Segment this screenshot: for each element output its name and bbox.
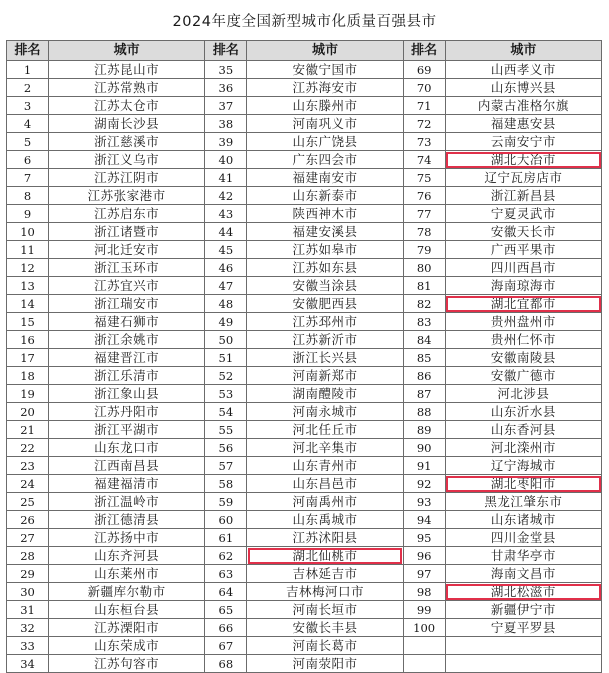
city-cell: 甘肃华亭市 — [445, 547, 601, 565]
rank-cell: 80 — [403, 259, 445, 277]
rank-cell: 66 — [205, 619, 247, 637]
rank-cell: 16 — [7, 331, 49, 349]
city-cell: 内蒙古准格尔旗 — [445, 97, 601, 115]
rank-cell: 76 — [403, 187, 445, 205]
rank-cell: 15 — [7, 313, 49, 331]
rank-cell: 12 — [7, 259, 49, 277]
rank-cell: 3 — [7, 97, 49, 115]
city-cell: 云南安宁市 — [445, 133, 601, 151]
city-cell: 辽宁海城市 — [445, 457, 601, 475]
city-cell: 江苏海安市 — [247, 79, 403, 97]
rank-cell: 75 — [403, 169, 445, 187]
rank-cell: 100 — [403, 619, 445, 637]
city-cell: 陕西神木市 — [247, 205, 403, 223]
rank-cell: 7 — [7, 169, 49, 187]
city-cell: 浙江乐清市 — [49, 367, 205, 385]
highlighted-city-cell: 湖北仙桃市 — [247, 547, 403, 565]
city-cell: 山东香河县 — [445, 421, 601, 439]
city-cell: 山东齐河县 — [49, 547, 205, 565]
rank-cell: 91 — [403, 457, 445, 475]
city-cell: 贵州仁怀市 — [445, 331, 601, 349]
rank-cell: 47 — [205, 277, 247, 295]
table-row — [7, 475, 602, 493]
rank-cell: 40 — [205, 151, 247, 169]
city-cell: 江苏丹阳市 — [49, 403, 205, 421]
table-row — [7, 79, 602, 97]
rank-cell: 81 — [403, 277, 445, 295]
rank-cell: 26 — [7, 511, 49, 529]
rank-cell: 48 — [205, 295, 247, 313]
table-row — [7, 583, 602, 601]
rank-cell: 53 — [205, 385, 247, 403]
rank-cell: 63 — [205, 565, 247, 583]
table-header-row — [7, 41, 602, 61]
city-cell: 浙江平湖市 — [49, 421, 205, 439]
city-cell: 河北涉县 — [445, 385, 601, 403]
city-cell: 湖南长沙县 — [49, 115, 205, 133]
city-cell: 安徽长丰县 — [247, 619, 403, 637]
rank-cell: 31 — [7, 601, 49, 619]
rank-cell: 43 — [205, 205, 247, 223]
rank-cell: 29 — [7, 565, 49, 583]
city-cell: 江苏太仓市 — [49, 97, 205, 115]
table-row — [7, 367, 602, 385]
rank-cell: 1 — [7, 61, 49, 79]
rank-cell: 35 — [205, 61, 247, 79]
city-cell: 浙江德清县 — [49, 511, 205, 529]
rank-cell: 46 — [205, 259, 247, 277]
table-row — [7, 547, 602, 565]
rank-cell: 60 — [205, 511, 247, 529]
city-cell: 安徽肥西县 — [247, 295, 403, 313]
rank-cell: 45 — [205, 241, 247, 259]
table-row — [7, 223, 602, 241]
city-cell: 江苏昆山市 — [49, 61, 205, 79]
city-cell: 江苏江阴市 — [49, 169, 205, 187]
rank-cell: 99 — [403, 601, 445, 619]
rank-cell: 17 — [7, 349, 49, 367]
table-row — [7, 61, 602, 79]
table-row — [7, 151, 602, 169]
header-rank-2: 排名 — [205, 41, 247, 61]
city-cell: 黑龙江肇东市 — [445, 493, 601, 511]
city-cell: 江苏溧阳市 — [49, 619, 205, 637]
table-row — [7, 97, 602, 115]
header-city-3: 城市 — [445, 41, 601, 61]
city-cell: 山东新泰市 — [247, 187, 403, 205]
city-cell: 吉林梅河口市 — [247, 583, 403, 601]
header-city-1: 城市 — [49, 41, 205, 61]
rank-cell: 88 — [403, 403, 445, 421]
highlighted-city-cell: 湖北宜都市 — [445, 295, 601, 313]
rank-cell: 30 — [7, 583, 49, 601]
table-row — [7, 259, 602, 277]
city-cell: 河南禹州市 — [247, 493, 403, 511]
city-cell: 山东禹城市 — [247, 511, 403, 529]
city-cell: 河南新郑市 — [247, 367, 403, 385]
city-cell: 福建石狮市 — [49, 313, 205, 331]
city-cell: 山东滕州市 — [247, 97, 403, 115]
city-cell: 福建安溪县 — [247, 223, 403, 241]
city-cell: 广西平果市 — [445, 241, 601, 259]
city-cell: 河北迁安市 — [49, 241, 205, 259]
city-cell: 浙江余姚市 — [49, 331, 205, 349]
city-cell: 山东桓台县 — [49, 601, 205, 619]
rank-cell: 20 — [7, 403, 49, 421]
rank-cell: 83 — [403, 313, 445, 331]
rank-cell: 18 — [7, 367, 49, 385]
table-row — [7, 565, 602, 583]
rank-cell: 69 — [403, 61, 445, 79]
city-cell: 江苏宜兴市 — [49, 277, 205, 295]
city-cell: 安徽广德市 — [445, 367, 601, 385]
rank-cell: 85 — [403, 349, 445, 367]
table-row — [7, 457, 602, 475]
table-row — [7, 133, 602, 151]
city-cell: 河南长葛市 — [247, 637, 403, 655]
header-rank-1: 排名 — [7, 41, 49, 61]
rank-cell: 92 — [403, 475, 445, 493]
highlighted-city-cell: 湖北枣阳市 — [445, 475, 601, 493]
city-cell: 福建惠安县 — [445, 115, 601, 133]
city-cell: 贵州盘州市 — [445, 313, 601, 331]
rank-cell: 23 — [7, 457, 49, 475]
city-cell: 江西南昌县 — [49, 457, 205, 475]
table-row — [7, 529, 602, 547]
rank-cell: 22 — [7, 439, 49, 457]
rank-cell: 25 — [7, 493, 49, 511]
city-cell: 福建福清市 — [49, 475, 205, 493]
rank-cell: 71 — [403, 97, 445, 115]
table-row — [7, 313, 602, 331]
city-cell: 海南文昌市 — [445, 565, 601, 583]
table-row — [7, 511, 602, 529]
rank-cell: 36 — [205, 79, 247, 97]
table-row — [7, 493, 602, 511]
city-cell: 湖南醴陵市 — [247, 385, 403, 403]
city-cell: 河南永城市 — [247, 403, 403, 421]
city-cell: 河北任丘市 — [247, 421, 403, 439]
rank-cell: 67 — [205, 637, 247, 655]
rank-cell: 72 — [403, 115, 445, 133]
rank-cell: 89 — [403, 421, 445, 439]
header-rank-3: 排名 — [403, 41, 445, 61]
city-cell: 浙江温岭市 — [49, 493, 205, 511]
rank-cell: 87 — [403, 385, 445, 403]
rank-cell: 58 — [205, 475, 247, 493]
rank-cell: 42 — [205, 187, 247, 205]
city-cell: 江苏句容市 — [49, 655, 205, 673]
table-row — [7, 187, 602, 205]
city-cell: 浙江瑞安市 — [49, 295, 205, 313]
city-cell: 福建晋江市 — [49, 349, 205, 367]
table-row — [7, 205, 602, 223]
city-cell: 山东龙口市 — [49, 439, 205, 457]
city-cell: 安徽南陵县 — [445, 349, 601, 367]
rank-cell: 19 — [7, 385, 49, 403]
rank-cell: 98 — [403, 583, 445, 601]
city-cell: 浙江新昌县 — [445, 187, 601, 205]
rank-cell: 39 — [205, 133, 247, 151]
city-cell: 江苏邳州市 — [247, 313, 403, 331]
rank-cell: 57 — [205, 457, 247, 475]
rank-cell: 78 — [403, 223, 445, 241]
city-cell: 安徽当涂县 — [247, 277, 403, 295]
city-cell: 江苏张家港市 — [49, 187, 205, 205]
city-cell: 宁夏平罗县 — [445, 619, 601, 637]
rank-cell: 52 — [205, 367, 247, 385]
rank-cell: 82 — [403, 295, 445, 313]
page-title: 2024年度全国新型城市化质量百强县市 — [172, 14, 437, 30]
rank-cell — [403, 637, 445, 655]
table-row — [7, 241, 602, 259]
header-city-2: 城市 — [247, 41, 403, 61]
rank-cell: 95 — [403, 529, 445, 547]
table-row — [7, 421, 602, 439]
rank-cell: 74 — [403, 151, 445, 169]
city-cell: 山东莱州市 — [49, 565, 205, 583]
rank-cell: 11 — [7, 241, 49, 259]
rank-cell: 77 — [403, 205, 445, 223]
rank-cell: 62 — [205, 547, 247, 565]
table-row — [7, 439, 602, 457]
rank-cell: 94 — [403, 511, 445, 529]
rank-cell: 84 — [403, 331, 445, 349]
city-cell: 吉林延吉市 — [247, 565, 403, 583]
rank-cell: 86 — [403, 367, 445, 385]
rank-cell: 73 — [403, 133, 445, 151]
city-cell: 山东昌邑市 — [247, 475, 403, 493]
rank-cell: 28 — [7, 547, 49, 565]
rank-cell: 6 — [7, 151, 49, 169]
city-cell: 江苏启东市 — [49, 205, 205, 223]
rank-cell: 49 — [205, 313, 247, 331]
rank-cell: 34 — [7, 655, 49, 673]
rank-cell: 55 — [205, 421, 247, 439]
city-cell: 浙江象山县 — [49, 385, 205, 403]
rank-cell: 96 — [403, 547, 445, 565]
city-cell: 宁夏灵武市 — [445, 205, 601, 223]
rank-cell: 97 — [403, 565, 445, 583]
city-cell: 河南长垣市 — [247, 601, 403, 619]
ranking-table — [6, 40, 602, 673]
rank-cell: 8 — [7, 187, 49, 205]
rank-cell: 21 — [7, 421, 49, 439]
table-row — [7, 295, 602, 313]
city-cell: 江苏新沂市 — [247, 331, 403, 349]
city-cell — [445, 637, 601, 655]
rank-cell: 13 — [7, 277, 49, 295]
city-cell: 江苏扬中市 — [49, 529, 205, 547]
rank-cell: 38 — [205, 115, 247, 133]
rank-cell: 54 — [205, 403, 247, 421]
rank-cell: 61 — [205, 529, 247, 547]
city-cell: 河南巩义市 — [247, 115, 403, 133]
rank-cell: 37 — [205, 97, 247, 115]
city-cell: 山东青州市 — [247, 457, 403, 475]
city-cell: 海南琼海市 — [445, 277, 601, 295]
rank-cell: 33 — [7, 637, 49, 655]
city-cell: 四川西昌市 — [445, 259, 601, 277]
city-cell: 山东博兴县 — [445, 79, 601, 97]
city-cell: 江苏常熟市 — [49, 79, 205, 97]
city-cell: 山东广饶县 — [247, 133, 403, 151]
city-cell: 广东四会市 — [247, 151, 403, 169]
city-cell: 安徽天长市 — [445, 223, 601, 241]
rank-cell: 14 — [7, 295, 49, 313]
rank-cell: 51 — [205, 349, 247, 367]
table-row — [7, 385, 602, 403]
rank-cell: 10 — [7, 223, 49, 241]
city-cell: 山东荣成市 — [49, 637, 205, 655]
table-row — [7, 601, 602, 619]
city-cell: 河北辛集市 — [247, 439, 403, 457]
rank-cell: 90 — [403, 439, 445, 457]
city-cell: 浙江慈溪市 — [49, 133, 205, 151]
table-row — [7, 637, 602, 655]
city-cell: 山东沂水县 — [445, 403, 601, 421]
rank-cell: 41 — [205, 169, 247, 187]
rank-cell: 65 — [205, 601, 247, 619]
city-cell: 江苏如东县 — [247, 259, 403, 277]
rank-cell: 93 — [403, 493, 445, 511]
city-cell: 浙江诸暨市 — [49, 223, 205, 241]
table-row — [7, 403, 602, 421]
rank-cell: 32 — [7, 619, 49, 637]
rank-cell: 59 — [205, 493, 247, 511]
city-cell: 浙江义乌市 — [49, 151, 205, 169]
table-row — [7, 349, 602, 367]
rank-cell: 27 — [7, 529, 49, 547]
city-cell: 浙江玉环市 — [49, 259, 205, 277]
rank-cell: 79 — [403, 241, 445, 259]
highlighted-city-cell: 湖北松滋市 — [445, 583, 601, 601]
city-cell: 山西孝义市 — [445, 61, 601, 79]
rank-cell: 9 — [7, 205, 49, 223]
city-cell: 江苏沭阳县 — [247, 529, 403, 547]
city-cell: 辽宁瓦房店市 — [445, 169, 601, 187]
city-cell: 河南荥阳市 — [247, 655, 403, 673]
table-row — [7, 277, 602, 295]
table-row — [7, 169, 602, 187]
rank-cell: 68 — [205, 655, 247, 673]
city-cell: 安徽宁国市 — [247, 61, 403, 79]
city-cell: 山东诸城市 — [445, 511, 601, 529]
table-row — [7, 331, 602, 349]
rank-cell: 44 — [205, 223, 247, 241]
table-body — [7, 61, 602, 673]
city-cell: 新疆伊宁市 — [445, 601, 601, 619]
city-cell: 新疆库尔勒市 — [49, 583, 205, 601]
rank-cell: 56 — [205, 439, 247, 457]
rank-cell: 70 — [403, 79, 445, 97]
highlighted-city-cell: 湖北大冶市 — [445, 151, 601, 169]
rank-cell: 2 — [7, 79, 49, 97]
city-cell: 河北滦州市 — [445, 439, 601, 457]
city-cell: 江苏如皋市 — [247, 241, 403, 259]
rank-cell: 4 — [7, 115, 49, 133]
rank-cell: 64 — [205, 583, 247, 601]
city-cell: 福建南安市 — [247, 169, 403, 187]
city-cell: 浙江长兴县 — [247, 349, 403, 367]
rank-cell: 5 — [7, 133, 49, 151]
table-row — [7, 115, 602, 133]
rank-cell: 50 — [205, 331, 247, 349]
city-cell: 四川金堂县 — [445, 529, 601, 547]
rank-cell: 24 — [7, 475, 49, 493]
table-row — [7, 619, 602, 637]
